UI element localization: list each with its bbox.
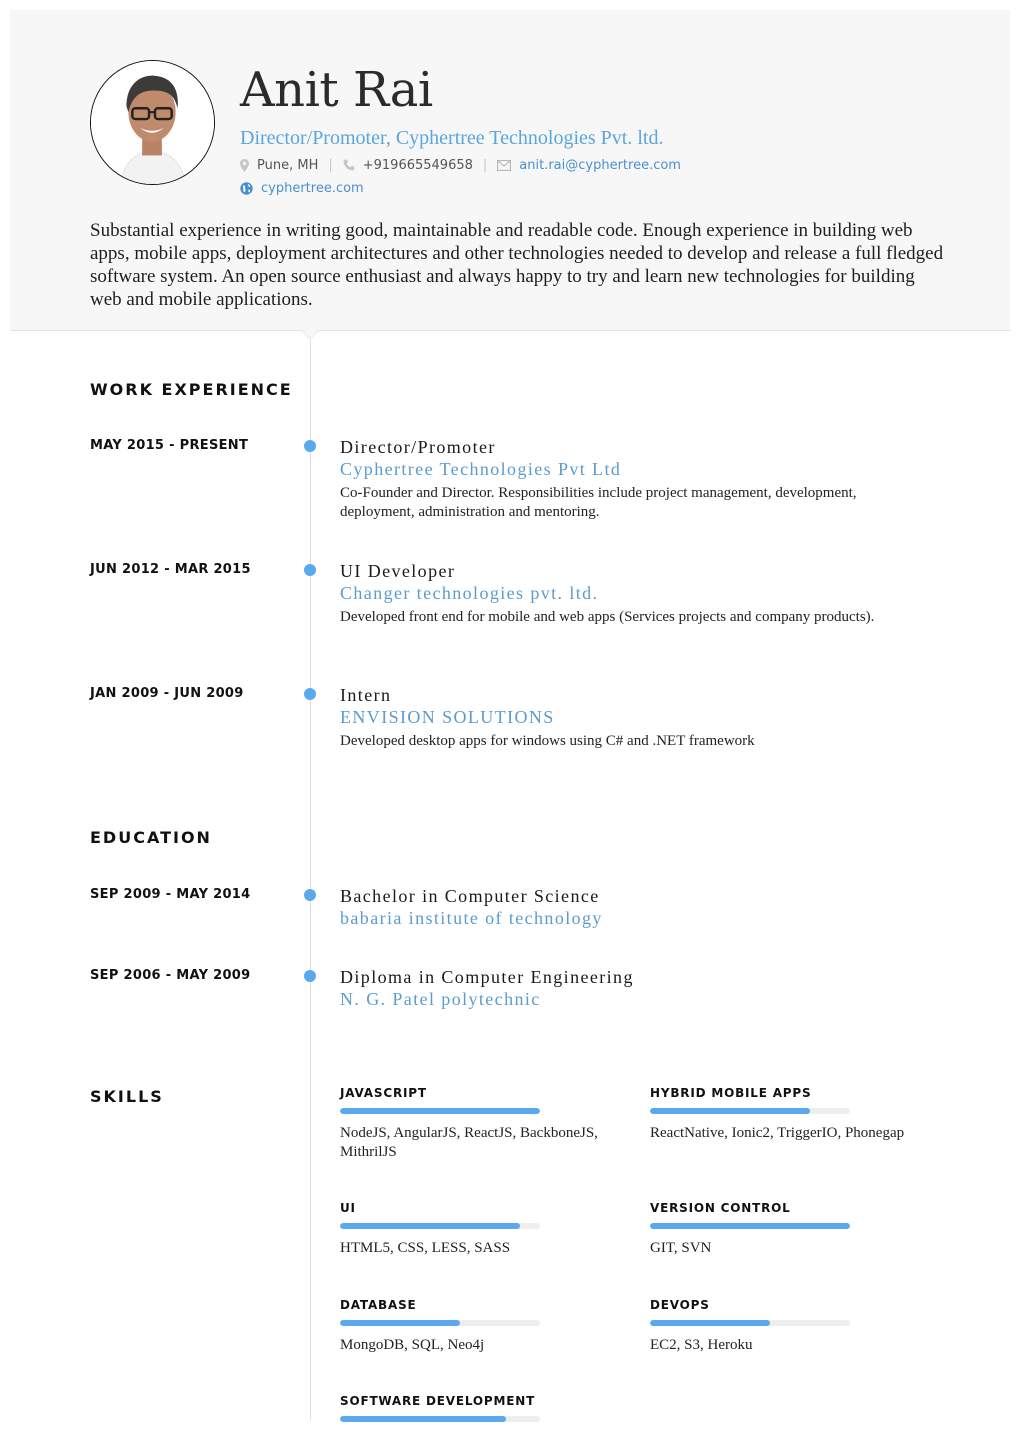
skill-name: DATABASE [340,1298,417,1312]
education-date: SEP 2009 - MAY 2014 [90,887,251,902]
contact-row [240,156,681,174]
skill-level-bar [650,1108,850,1114]
degree-title: Diploma in Computer Engineering [340,967,634,987]
section-title-skills: SKILLS [90,1087,164,1106]
education-entry [340,885,940,929]
contact-phone [343,158,473,173]
profile-photo-icon [91,61,214,184]
website-link[interactable]: cyphertree.com [261,180,364,196]
skill-item [340,1394,630,1422]
institution-name: N. G. Patel polytechnic [340,989,541,1009]
skill-description: MongoDB, SQL, Neo4j [340,1337,485,1353]
job-title: Intern [340,685,392,705]
section-title-work: WORK EXPERIENCE [90,380,293,399]
header-notch-fill [302,330,318,339]
skill-item [650,1086,940,1143]
job-description: Developed desktop apps for windows using C# and .NET framework [340,733,755,749]
phone-text: +919665549658 [362,157,473,173]
skill-name: SOFTWARE DEVELOPMENT [340,1394,536,1408]
skill-item [340,1201,630,1258]
education-entry [340,966,940,1010]
skill-item [650,1201,940,1258]
skill-level-bar [650,1223,850,1229]
skill-level-fill [650,1108,810,1114]
contact-separator: | [328,157,333,173]
headline: Director/Promoter, Cyphertree Technologies Pvt. ltd. [240,127,664,149]
skill-level-fill [340,1108,540,1114]
skill-description: EC2, S3, Heroku [650,1337,753,1353]
avatar [90,60,215,185]
job-title: UI Developer [340,561,456,581]
skill-name: UI [340,1201,356,1215]
contact-row-website [240,179,364,197]
skill-item [340,1298,630,1355]
timeline-line [310,340,311,1420]
contact-website[interactable] [240,181,364,196]
skill-description: ReactNative, Ionic2, TriggerIO, Phonegap [650,1125,905,1141]
skill-item [650,1298,940,1355]
skill-level-fill [340,1320,460,1326]
timeline-dot [304,970,316,982]
skill-description: NodeJS, AngularJS, ReactJS, BackboneJS, MithrilJS [340,1125,598,1160]
timeline-dot [304,564,316,576]
person-name: Anit Rai [240,62,433,118]
institution-name: babaria institute of technology [340,908,603,928]
skill-level-bar [340,1416,540,1422]
skill-name: HYBRID MOBILE APPS [650,1086,812,1100]
envelope-icon [497,160,511,171]
education-date: SEP 2006 - MAY 2009 [90,968,251,983]
job-description: Developed front end for mobile and web apps (Services projects and company products). [340,609,875,625]
work-date: MAY 2015 - PRESENT [90,438,249,453]
timeline-dot [304,440,316,452]
work-date: JAN 2009 - JUN 2009 [90,686,244,701]
skill-level-bar [340,1108,540,1114]
skill-level-bar [650,1320,850,1326]
skill-description: GIT, SVN [650,1240,712,1256]
contact-email[interactable] [497,158,681,173]
profile-summary: Substantial experience in writing good, maintainable and readable code. Enough experience in building web apps, mobile apps, deployment architectures and other technologies needed to develop and release a full fledged software system. An open source enthusiast and always happy to try and learn new technologies for building web and mobile applications. [90,220,944,310]
phone-icon [343,159,355,171]
skill-description: HTML5, CSS, LESS, SASS [340,1240,511,1256]
company-name: Changer technologies pvt. ltd. [340,583,599,603]
email-link[interactable]: anit.rai@cyphertree.com [519,157,681,173]
skill-name: DEVOPS [650,1298,710,1312]
timeline-dot [304,688,316,700]
skill-level-bar [340,1223,540,1229]
work-entry [340,560,940,627]
skill-item [340,1086,630,1162]
company-name: Cyphertree Technologies Pvt Ltd [340,459,622,479]
degree-title: Bachelor in Computer Science [340,886,600,906]
skill-name: JAVASCRIPT [340,1086,427,1100]
map-marker-icon [240,159,249,172]
work-date: JUN 2012 - MAR 2015 [90,562,251,577]
timeline-dot [304,889,316,901]
job-title: Director/Promoter [340,437,496,457]
work-entry [340,684,940,751]
job-description: Co-Founder and Director. Responsibilities include project management, development, deployment, administration and mentoring. [340,485,857,520]
work-entry [340,436,940,522]
company-name: ENVISION SOLUTIONS [340,707,555,727]
skill-level-fill [340,1416,506,1422]
contact-location [240,158,318,173]
globe-icon [240,182,253,195]
skill-level-fill [650,1223,850,1229]
skill-level-fill [650,1320,770,1326]
location-text: Pune, MH [257,157,319,173]
section-title-education: EDUCATION [90,828,212,847]
skill-name: VERSION CONTROL [650,1201,791,1215]
skill-level-fill [340,1223,520,1229]
contact-separator: | [482,157,488,173]
skill-level-bar [340,1320,540,1326]
